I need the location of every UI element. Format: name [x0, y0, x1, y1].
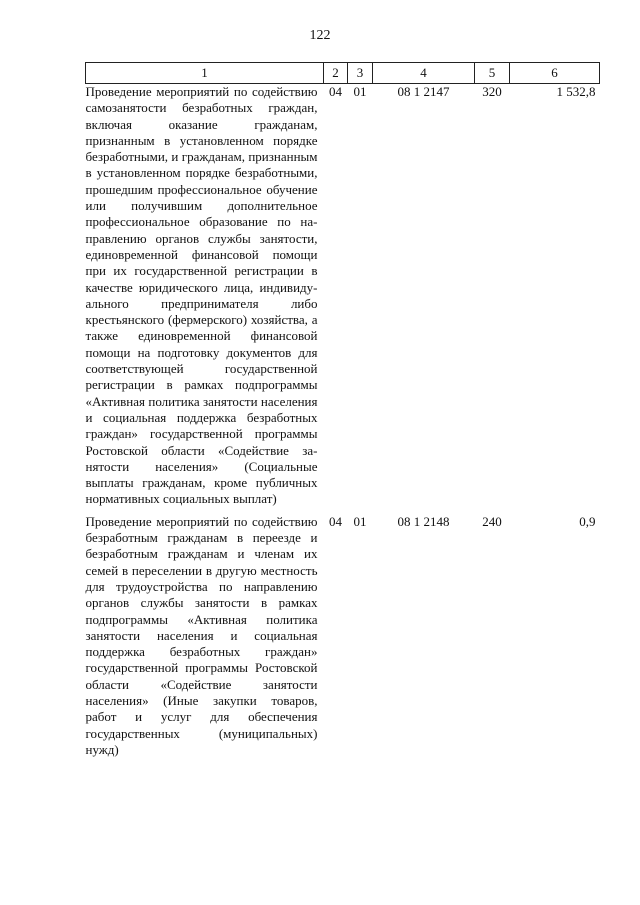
table-row — [86, 84, 600, 514]
header-cell-6: 6 — [510, 63, 600, 84]
row-target-code: 08 1 2147 — [397, 84, 450, 99]
row-subsection-code: 01 — [353, 513, 367, 529]
header-cell-2: 2 — [324, 63, 348, 84]
row-amount: 0,9 — [579, 513, 596, 529]
row-subsection-code: 01 — [353, 84, 367, 99]
row-target-code: 08 1 2148 — [397, 513, 450, 529]
row-section-code: 04 — [329, 513, 342, 529]
header-cell-1: 1 — [86, 63, 324, 84]
row-amount: 1 532,8 — [556, 84, 596, 99]
row-section-code: 04 — [329, 84, 342, 99]
page-number: 122 — [309, 28, 331, 43]
header-cell-4: 4 — [373, 63, 475, 84]
header-cell-5: 5 — [475, 63, 510, 84]
row-description: Проведение мероприятий по содействию безработным гражданам в переезде и безработным гражданам и членам их семей в переселении в другую местность для трудоустройства по направлению органов службы занятости в рамках подпрограммы «Активная политика занятости населения и социальная поддержка безработных граждан» государственной программы Ростовской области «Содействие занятости населения» (Иные закупки товаров, работ и услуг для обеспечения государственных (муниципальных) нужд) — [85, 513, 318, 757]
table-row — [86, 514, 600, 764]
header-row — [86, 63, 600, 84]
row-expense-type-code: 240 — [482, 513, 502, 529]
row-expense-type-code: 320 — [482, 84, 502, 99]
row-description: Проведение мероприятий по содействию самозанятости безработных граждан, включая оказание гражданам, признанным в установленном порядке безработными, и гражданам, признанным в установленном порядке безработными, прошедшим профессиональное обучение или получившим дополнительное профессиональное образование по направлению органов службы занятости, единовременной финансовой помощи при их государственной регистрации в качестве юридического лица, индивидуального предпринимателя либо крестьянского (фермерского) хозяйства, а также единовременной финансовой помощи на подготовку документов для соответствующей государственной регистрации в рамках подпрограммы «Активная политика занятости населения и социальная поддержка безработных граждан» государственной программы Ростовской области «Содействие занятости населения» (Социальные выплаты гражданам, кроме публичных нормативных социальных выплат) — [85, 84, 318, 507]
header-cell-3: 3 — [348, 63, 373, 84]
budget-table — [85, 62, 600, 764]
table-header — [86, 63, 600, 84]
